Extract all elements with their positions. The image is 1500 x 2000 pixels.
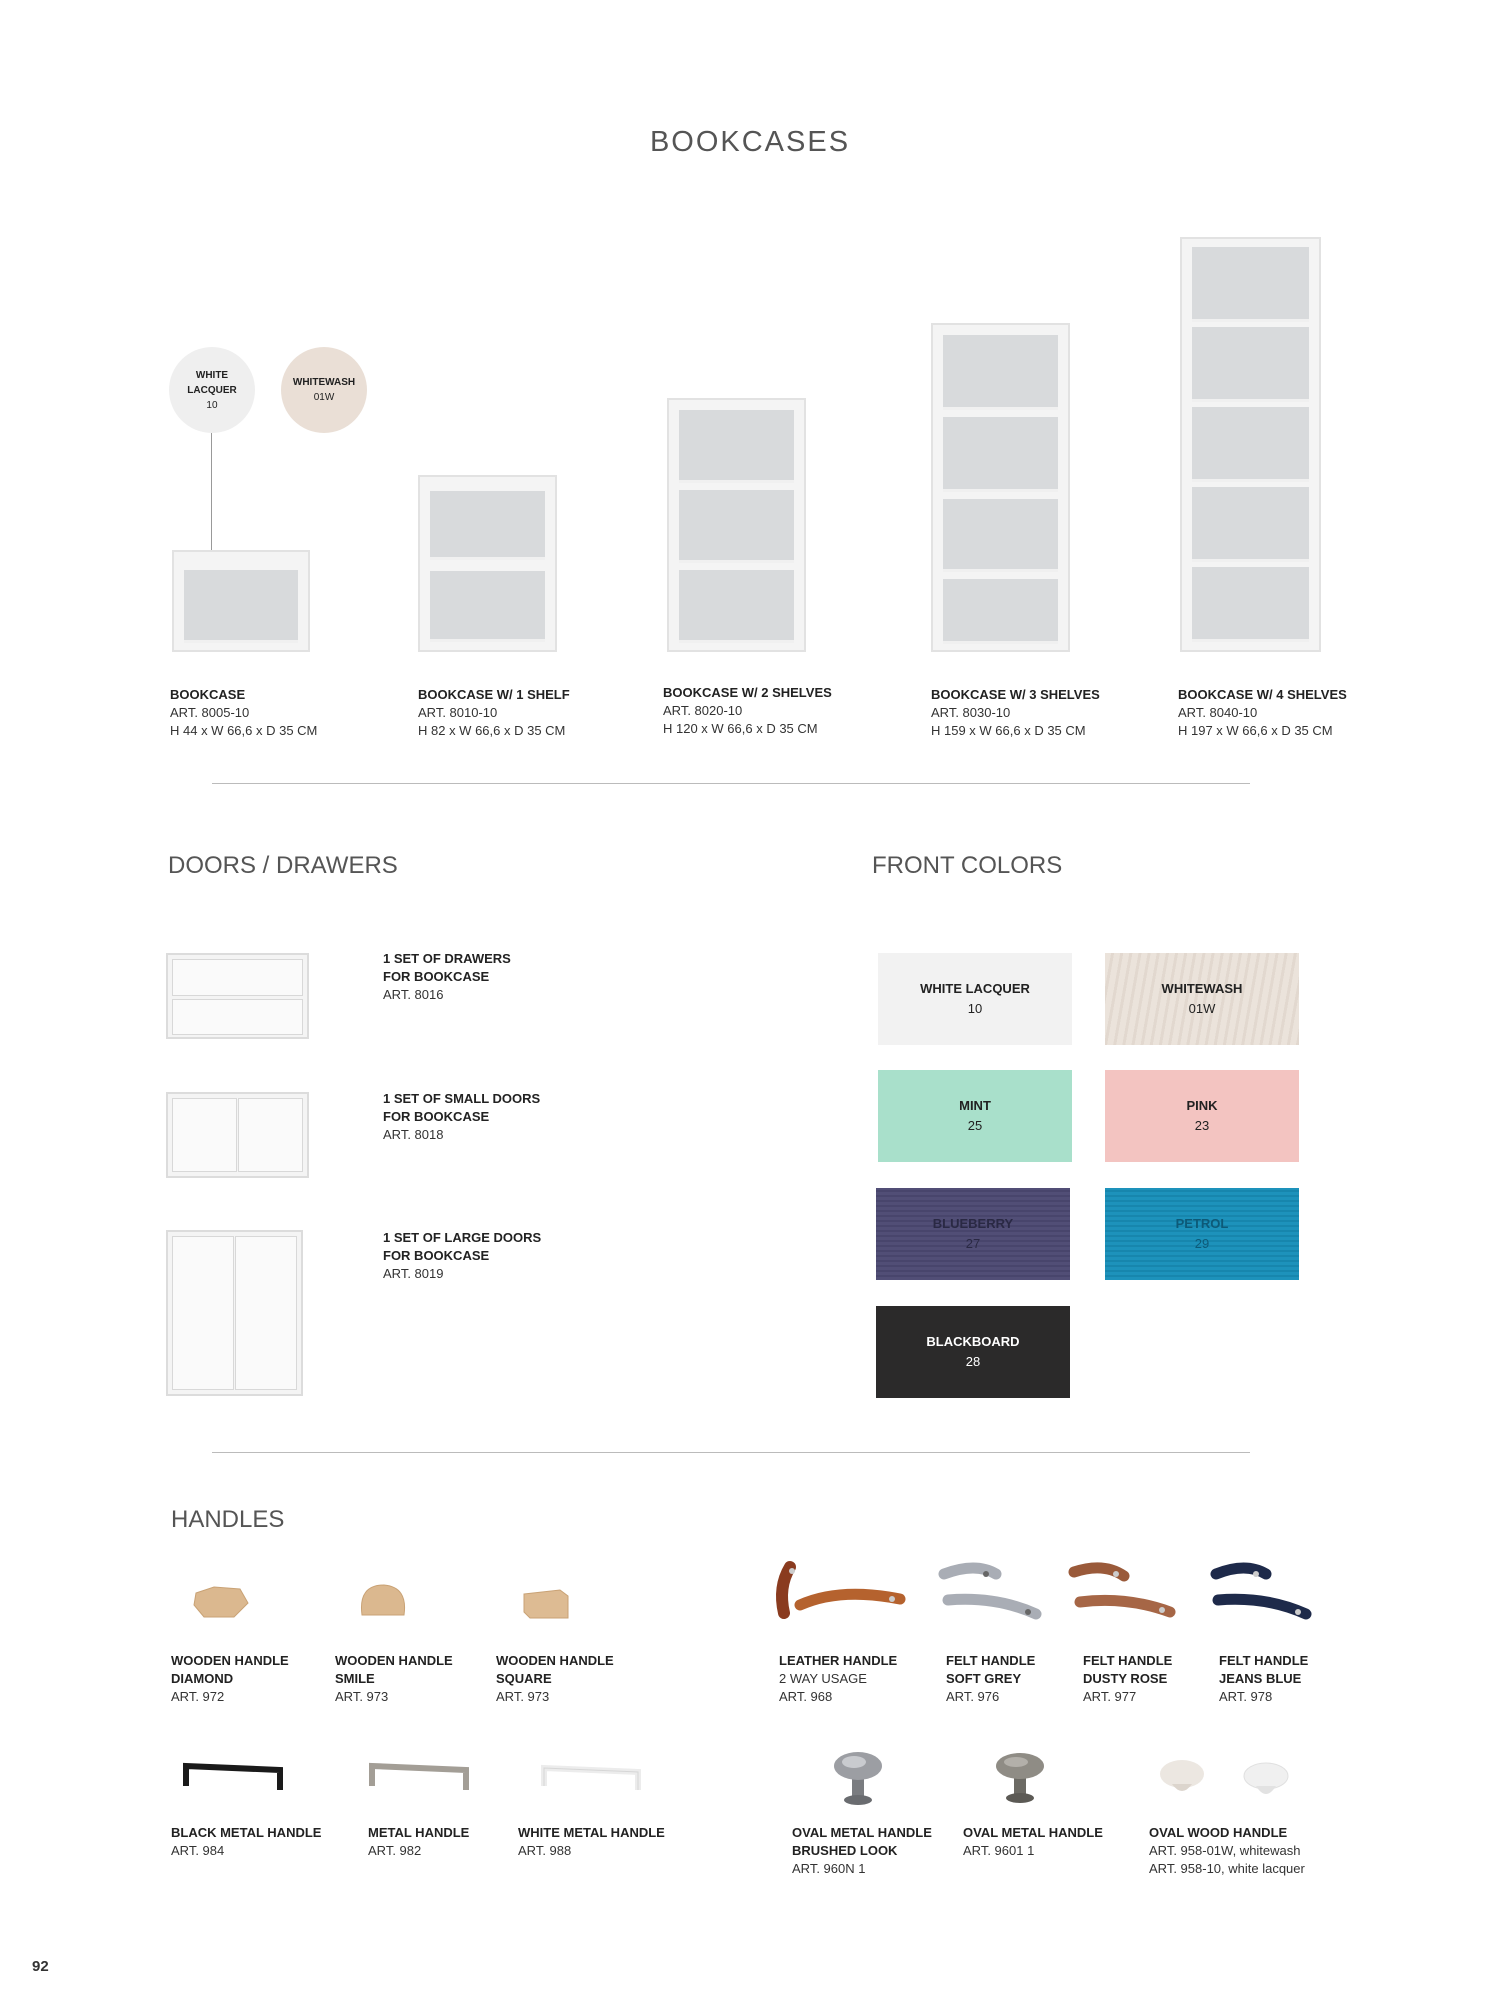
handle-caption: OVAL METAL HANDLE ART. 9601 1 [963,1825,1103,1858]
large-doors-image [166,1230,303,1396]
handle-caption: FELT HANDLE JEANS BLUE ART. 978 [1219,1653,1309,1704]
bookcase-2-shelves-image [667,398,806,652]
section-divider [212,783,1250,784]
handle-caption: WHITE METAL HANDLE ART. 988 [518,1825,665,1858]
bookcase-4-shelves-caption: BOOKCASE W/ 4 SHELVES ART. 8040-10 H 197 x W 66,6 x D 35 CM [1178,687,1347,738]
wooden-diamond-handle-icon [190,1583,254,1623]
color-whitewash: WHITEWASH 01W [1105,953,1299,1045]
bookcase-2-shelves-caption: BOOKCASE W/ 2 SHELVES ART. 8020-10 H 120 x W 66,6 x D 35 CM [663,685,832,736]
doors-drawers-heading: DOORS / DRAWERS [168,852,398,879]
black-metal-handle-icon [180,1758,288,1798]
metal-handle-icon [366,1758,474,1798]
handle-caption: OVAL METAL HANDLE BRUSHED LOOK ART. 960N 1 [792,1825,932,1876]
small-doors-caption: 1 SET OF SMALL DOORS FOR BOOKCASE ART. 8018 [383,1091,541,1142]
page-number: 92 [32,1958,49,1975]
oval-wood-white-lacquer-handle-icon [1240,1758,1292,1804]
handle-caption: METAL HANDLE ART. 982 [368,1825,470,1858]
handles-heading: HANDLES [171,1506,285,1533]
bookcase-3-shelves-caption: BOOKCASE W/ 3 SHELVES ART. 8030-10 H 159 x W 66,6 x D 35 CM [931,687,1100,738]
drawers-image [166,953,309,1039]
bookcase-1-shelf-caption: BOOKCASE W/ 1 SHELF ART. 8010-10 H 82 x W 66,6 x D 35 CM [418,687,570,738]
whitewash-swatch: WHITEWASH 01W [281,347,367,433]
large-doors-caption: 1 SET OF LARGE DOORS FOR BOOKCASE ART. 8019 [383,1230,542,1281]
handle-caption: FELT HANDLE SOFT GREY ART. 976 [946,1653,1036,1704]
oval-metal-handle-icon [990,1750,1050,1806]
oval-wood-whitewash-handle-icon [1156,1754,1208,1800]
color-mint: MINT 25 [878,1070,1072,1162]
handle-caption: BLACK METAL HANDLE ART. 984 [171,1825,322,1858]
handle-caption: FELT HANDLE DUSTY ROSE ART. 977 [1083,1653,1173,1704]
wooden-square-handle-icon [520,1586,572,1622]
felt-jeans-blue-handle-icon [1206,1562,1318,1622]
small-doors-image [166,1092,309,1178]
oval-metal-brushed-handle-icon [828,1748,888,1806]
bookcase-image [172,550,310,652]
wooden-smile-handle-icon [356,1581,410,1621]
handle-caption: WOODEN HANDLE SQUARE ART. 973 [496,1653,614,1704]
drawers-caption: 1 SET OF DRAWERS FOR BOOKCASE ART. 8016 [383,951,511,1002]
felt-grey-handle-icon [936,1562,1048,1622]
handle-caption: WOODEN HANDLE SMILE ART. 973 [335,1653,453,1704]
bookcase-caption: BOOKCASE ART. 8005-10 H 44 x W 66,6 x D 35 CM [170,687,318,738]
handle-caption: OVAL WOOD HANDLE ART. 958-01W, whitewash ART. 958-10, white lacquer [1149,1825,1305,1876]
handle-caption: LEATHER HANDLE 2 WAY USAGE ART. 968 [779,1653,898,1704]
color-blackboard: BLACKBOARD 28 [876,1306,1070,1398]
color-blueberry: BLUEBERRY 27 [876,1188,1070,1280]
bookcase-4-shelves-image [1180,237,1321,652]
front-colors-heading: FRONT COLORS [872,852,1063,879]
section-divider [212,1452,1250,1453]
white-metal-handle-icon [538,1760,646,1800]
white-lacquer-swatch: WHITE LACQUER 10 [169,347,255,433]
bookcase-1-shelf-image [418,475,557,652]
swatch-leader-line [211,433,212,563]
color-white-lacquer: WHITE LACQUER 10 [878,953,1072,1045]
handle-caption: WOODEN HANDLE DIAMOND ART. 972 [171,1653,289,1704]
felt-dusty-rose-handle-icon [1066,1562,1182,1622]
color-pink: PINK 23 [1105,1070,1299,1162]
bookcase-3-shelves-image [931,323,1070,652]
color-petrol: PETROL 29 [1105,1188,1299,1280]
page-title: BOOKCASES [649,126,851,158]
leather-handle-icon [770,1557,910,1621]
